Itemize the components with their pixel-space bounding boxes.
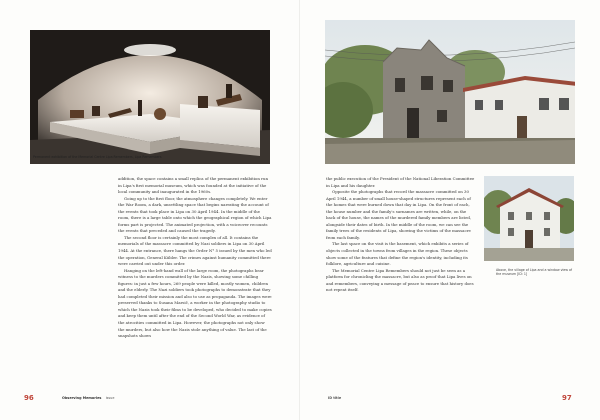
paragraph: Hanging on the left-hand wall of the large room, the photographs bear witness to the murders committed by the Nazis, showing some chilling figures: in just a few hours, 269 people were killed, mostly women, children and the elderly. The Nazi soldiers took photographs to demonstrate that they had completed their mission and also to use as propaganda. The images were preserved thanks to Susana Marsič, a worker in the photography studio to which the Nazis took their films to be developed, who decided to make copies and keep them until after the end of the Second World War, as evidence of the atrocities committed in Lipa. However, the photographs not only show the murders, but also how the Nazis stole anything of value. The last of the snapshots shows bbox=[118, 267, 272, 339]
paragraph: The second floor is certainly the most complex of all. It contains the memorials of the massacre committed by Nazi soldiers in Lipa on 30 April 1944. At the entrance, there hangs the Order N° 5 issued by the men who led the operation, General Kübler. The crimes against humanity committed there were carried out under this order. bbox=[118, 234, 272, 267]
museum-building-photo bbox=[484, 176, 574, 261]
village-photo bbox=[325, 20, 575, 164]
exhibition-photo bbox=[30, 30, 270, 164]
page-number-right: 97 bbox=[562, 394, 572, 402]
running-issue: issue bbox=[105, 396, 115, 400]
right-page bbox=[300, 0, 600, 420]
running-header-right: ID title bbox=[328, 396, 342, 400]
paragraph: the public execution of the President of the National Liberation Committee in Lipa and his daughter. bbox=[326, 176, 475, 188]
paragraph: The last space on the visit is the basement, which exhibits a series of objects collected in the towns from villages in the region. These objects show some of the features that define the region's identity, including its folklore, agriculture and cuisine. bbox=[326, 241, 469, 267]
paragraph: Opposite the photographs that record the massacre committed on 30 April 1944, a number of small house-shaped structures represent each of the homes that were burned down that day in Lipa. On the front of each, the house number and the family's surnames are written, while, on the back of the house, the names of the murdered family members are listed, alongside their dates of birth. In the middle of the room, we can see the family trees of the residents of Lipa, showing the victims of the massacre from each family. bbox=[326, 189, 472, 240]
paragraph: addition, the space contains a small replica of the permanent exhibition run in Lipa's first memorial museum, which was founded at the initiative of the local community and inaugurated in the 1960s. bbox=[118, 176, 269, 195]
exhibition-photo-caption: Permanent exhibition of the Memorial Centre Lipa Remembers, Lipa Remembers bbox=[33, 155, 162, 159]
running-header-left bbox=[62, 396, 114, 400]
page-number-left: 96 bbox=[24, 394, 34, 402]
right-body-text bbox=[326, 176, 476, 294]
running-title: Observing Memories bbox=[62, 396, 102, 400]
paragraph: Going up to the first floor, the atmosphere changes completely. We enter the War Room, a dark, unsettling space that begins narrating the account of the events that took place in Lipa on 30 April 1944. In the middle of the room, there is a large table onto which the geographical region of which Lipa forms part is projected. The animated projection, with a voiceover recounts the events that preceded and caused the tragedy. bbox=[118, 195, 272, 234]
paragraph: The Memorial Centre Lipa Remembers should not just be seen as a platform for chronicling the massacre, but also as proof that Lipa lives on and remembers, conveying a message of peace to ensure that history does not repeat itself. bbox=[326, 267, 474, 293]
museum-building-photo-caption: Above, the village of Lipa and a window view of the museum [ID: 1] bbox=[496, 268, 573, 276]
left-body-text bbox=[118, 176, 272, 340]
